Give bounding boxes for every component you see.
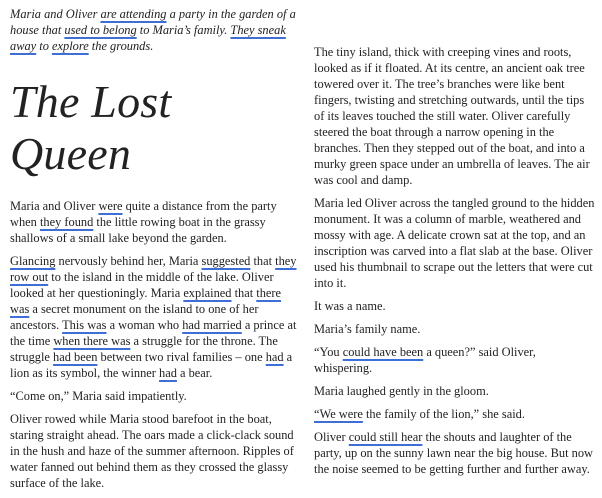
underlined-phrase: They sneak away [10,23,286,53]
text: quite a distance from the party when [10,199,277,229]
text: Maria and Oliver [10,199,99,213]
text: nervously behind her, Maria [55,254,202,268]
underlined-phrase: were [98,199,123,213]
text: a queen?” said Oliver, whispering. [314,345,536,375]
underlined-phrase: there was [10,286,282,316]
text: between two rival families – one [97,350,266,364]
paragraph-10: Maria laughed gently in the gloom. [314,384,489,398]
underlined-phrase: suggested [201,254,251,268]
underlined-phrase: had been [53,350,98,364]
left-column [10,0,300,498]
paragraph-1 [10,198,300,246]
text: the family of the lion,” she said. [362,407,525,421]
underlined-phrase: had [265,350,284,364]
text: a woman who [106,318,183,332]
text: a prince at the time [10,318,297,348]
text: to the island in the middle of the lake. Oliver looked at her questioningly. Maria [10,270,274,300]
underlined-phrase: they row out [10,254,297,284]
text: that [250,254,276,268]
underlined-phrase: had [159,366,177,380]
text: a bear. [176,366,213,380]
paragraph-3: “Come on,” Maria said impatiently. [10,389,187,403]
paragraph-8 [314,321,596,337]
text: a party in the garden of a house that [10,7,296,37]
text: a struggle for the throne. The struggle [10,334,278,364]
text: to [36,39,52,53]
text: the grounds. [88,39,154,53]
underlined-phrase: could still hear [348,430,423,444]
paragraph-7: It was a name. [314,299,386,313]
underlined-phrase: used to belong [64,23,137,37]
paragraph-6: Maria led Oliver across the tangled ground to the hidden monument. It was a column of marble, weathered and mossy with age. A delicate crown sat at the top, and an inscription was carved into a flat slab at the base. Oliver used his thumbnail to scrape out the letters that were cut into it. [314,196,595,290]
text: the little rowing boat in the grassy shallows of a small lake beyond the garden. [10,215,266,245]
paragraph-11 [314,406,596,422]
underlined-phrase: are attending [100,7,167,21]
underlined-phrase: This was [62,318,107,332]
underlined-phrase: when there was [53,334,131,348]
underlined-phrase: “We were [314,407,363,421]
underlined-phrase: they found [39,215,94,229]
underlined-phrase: could have been [342,345,424,359]
right-column [314,0,596,484]
story-title: The Lost Queen [10,76,172,179]
text: Oliver [314,430,349,444]
paragraph-2 [10,253,300,381]
underlined-phrase: explained [183,286,232,300]
underlined-phrase: Glancing [10,254,56,268]
text: that [231,286,257,300]
text: a secret monument on the island to one of her ancestors. [10,302,259,332]
underlined-phrase: had married [182,318,242,332]
text: to Maria’s family. [136,23,231,37]
underlined-phrase: explore [52,39,89,53]
paragraph-5: The tiny island, thick with creeping vines and roots, looked as if it floated. At its centre, an ancient oak tree towered over it. The tree’s branches were like bent fingers, twisting and stretching outwards, until the tips of its leaves touched the still water. Oliver carefully steered the boat through a narrow opening in the branches. Then they stepped out of the boat, and into a murky green space under an umbrella of leaves. The air was cool and damp. [314,45,590,187]
text: the shouts and laughter of the party, up on the sunny lawn near the big house. But now the noise seemed to be getting further and further away. [314,430,593,476]
paragraph-9 [314,344,596,376]
text: “You [314,345,343,359]
text: Maria and Oliver [10,7,101,21]
paragraph-12 [314,429,596,477]
paragraph-4: Oliver rowed while Maria stood barefoot in the boat, staring straight ahead. The oars made a click-clack sound in the hush and haze of the summer afternoon. Ripples of water fanned out behind them as they crossed the glassy surface of the lake. [10,412,294,490]
text: Maria’s family name. [314,322,421,336]
intro-paragraph [10,6,300,54]
text: a lion as its symbol, the winner [10,350,293,380]
